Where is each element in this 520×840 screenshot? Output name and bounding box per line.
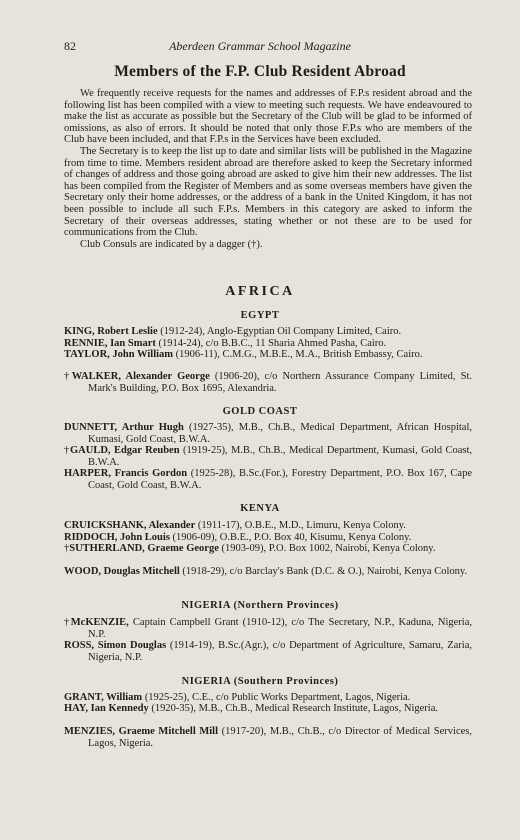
member-detail: (1914-19), B.Sc.(Agr.), c/o Department of Agriculture, Samaru, Zaria, Nigeria, N.P.: [88, 640, 473, 663]
member-entry: [64, 422, 472, 445]
member-entry: [64, 543, 472, 555]
member-detail: (1925-28), B.Sc.(For.), Forestry Department, P.O. Box 167, Cape Coast, Gold Coast, B.W.A.: [88, 468, 473, 491]
member-name: GRANT, William: [64, 692, 143, 703]
member-detail: (1912-24), Anglo-Egyptian Oil Company Limited, Cairo.: [157, 326, 402, 337]
member-name: CRUICKSHANK, Alexander: [64, 520, 196, 531]
member-name: RIDDOCH, John Louis: [64, 532, 170, 543]
member-detail: (1917-20), M.B., Ch.B., c/o Director of Medical Services, Lagos, Nigeria.: [88, 726, 472, 749]
member-detail: (1919-25), M.B., Ch.B., Medical Department, Kumasi, Gold Coast, B.W.A.: [88, 445, 473, 468]
member-entry: [64, 532, 472, 544]
member-detail: (1920-35), M.B., Ch.B., Medical Research Institute, Lagos, Nigeria.: [148, 703, 438, 714]
intro-paragraph: The Secretary is to keep the list up to date and similar lists will be published in the Magazine from time to time. Members resident abroad are therefore asked to keep the Secretary informed of changes of address and those going abroad are asked to give him their new addresses. The list has been compiled from the Register of Members and as some overseas members have given the Secretary only their home addresses, or the address of a bank in the United Kingdom, it has not been possible to include all such F.P.s. Members in this category are asked to inform the Secretary of their overseas addresses, stating whether or not these are to be used for communications from the Club.: [64, 145, 472, 239]
member-name: WOOD, Douglas Mitchell: [64, 566, 180, 577]
member-entry: [64, 349, 472, 361]
member-name: GAULD, Edgar Reuben: [70, 445, 180, 456]
country-heading: KENYA: [240, 503, 280, 514]
member-entry: [64, 445, 472, 468]
member-detail: (1911-17), O.B.E., M.D., Limuru, Kenya Colony.: [195, 520, 406, 531]
country-heading: NIGERIA (Northern Provinces): [181, 600, 339, 611]
member-detail: (1914-24), c/o B.B.C., 11 Sharia Ahmed Pasha, Cairo.: [155, 338, 387, 349]
member-detail: (1906-11), C.M.G., M.B.E., M.A., British Embassy, Cairo.: [173, 349, 423, 360]
running-head: [0, 39, 520, 55]
member-name: MENZIES, Graeme Mitchell Mill: [64, 726, 219, 737]
intro-paragraph: We frequently receive requests for the names and addresses of F.P.s resident abroad and the following list has been compiled with a view to meeting such requests. We have endeavoured to make the list as accurate as possible but the Secretary of the Club will be glad to be informed of omissions, as also of errors. It should be noted that only those F.P.s who are members of the Club have been included, and that F.P.s in the Services have been excluded.: [64, 88, 472, 146]
member-name: McKENZIE,: [70, 617, 129, 628]
member-name: HAY, Ian Kennedy: [64, 703, 149, 714]
member-entry: [64, 726, 472, 749]
intro-note: Club Consuls are indicated by a dagger (†).: [80, 238, 263, 250]
country-heading: EGYPT: [240, 310, 280, 321]
article-title: Members of the F.P. Club Resident Abroad: [114, 63, 406, 80]
dagger-mark: †: [64, 617, 71, 628]
journal-title: Aberdeen Grammar School Magazine: [169, 39, 351, 53]
member-detail: (1927-35), M.B., Ch.B., Medical Department, African Hospital, Kumasi, Gold Coast, B.W.A.: [88, 422, 472, 445]
member-name: HARPER, Francis Gordon: [64, 468, 188, 479]
member-detail: (1903-09), P.O. Box 1002, Nairobi, Kenya Colony.: [218, 543, 436, 554]
country-heading: NIGERIA (Southern Provinces): [181, 676, 339, 687]
member-entry: [64, 617, 472, 640]
member-detail: (1906-09), O.B.E., P.O. Box 40, Kisumu, Kenya Colony.: [169, 532, 412, 543]
dagger-mark: †: [64, 445, 71, 456]
dagger-mark: †: [64, 371, 72, 382]
member-entry: [64, 326, 472, 338]
member-name: RENNIE, Ian Smart: [64, 338, 156, 349]
member-name: ROSS, Simon Douglas: [64, 640, 167, 651]
member-entry: [64, 703, 472, 715]
member-name: SUTHERLAND, Graeme George: [69, 543, 219, 554]
member-entry: [64, 640, 472, 663]
member-detail: (1918-29), c/o Barclay's Bank (D.C. & O.), Nairobi, Kenya Colony.: [179, 566, 468, 577]
member-detail: Captain Campbell Grant (1910-12), c/o The Secretary, N.P., Kaduna, Nigeria, N.P.: [88, 617, 473, 640]
member-detail: (1906-20), c/o Northern Assurance Company Limited, St. Mark's Building, P.O. Box 1695, Alexandria.: [88, 371, 472, 394]
member-entry: [64, 371, 472, 394]
member-name: DUNNETT, Arthur Hugh: [64, 422, 184, 433]
page-number: 82: [64, 39, 76, 53]
region-heading: AFRICA: [225, 284, 295, 299]
member-entry: [64, 338, 472, 350]
member-entry: [64, 566, 472, 578]
member-name: KING, Robert Leslie: [64, 326, 158, 337]
member-detail: (1925-25), C.E., c/o Public Works Department, Lagos, Nigeria.: [142, 692, 411, 703]
member-name: TAYLOR, John William: [64, 349, 174, 360]
country-heading: GOLD COAST: [222, 406, 298, 417]
member-name: WALKER, Alexander George: [71, 371, 210, 382]
member-entry: [64, 468, 472, 491]
member-entry: [64, 692, 472, 704]
intro-text: [64, 88, 472, 250]
dagger-mark: †: [64, 543, 70, 554]
member-entry: [64, 520, 472, 532]
